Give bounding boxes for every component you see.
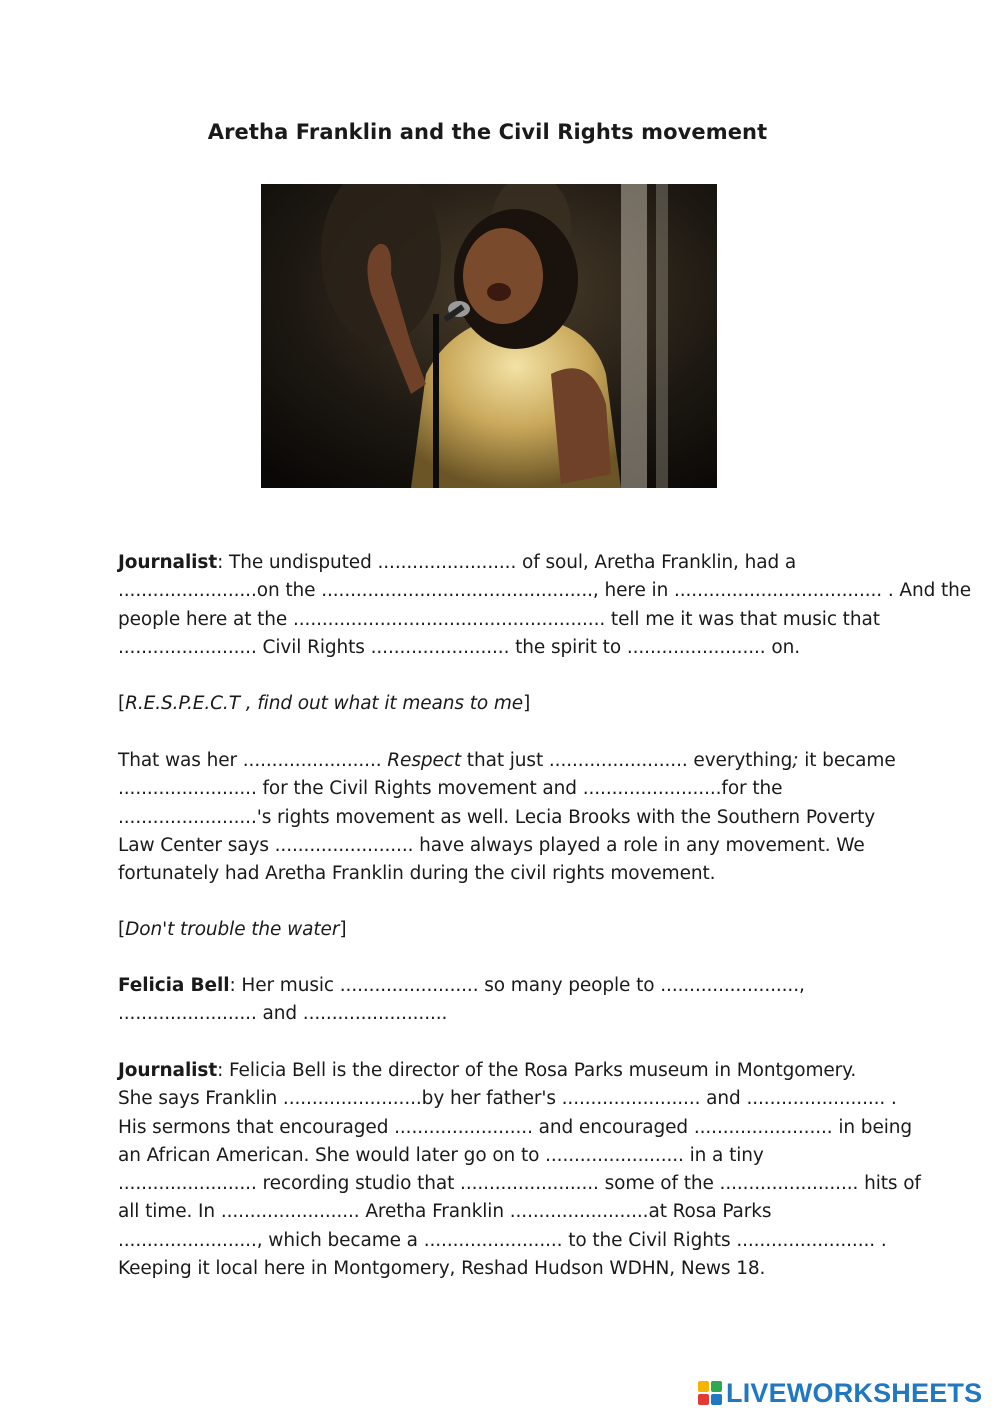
speaker-label: Journalist xyxy=(118,1060,218,1081)
lyric-respect: [R.E.S.P.E.C.T , find out what it means to me] xyxy=(118,693,531,714)
paragraph-journalist-closing: Journalist: Felicia Bell is the director of the Rosa Parks museum in Montgomery. She says Franklin ........................by her father's ........................ and ........................ . His sermons that encouraged ........................ and encouraged ........................ in being an African American. She would later go on to ........................ in a tiny ........................ recording studio that ........................ some of the ........................ hits of all time. In ........................ Aretha Franklin ........................at Rosa Parks ........................, which became a ........................ to the Civil Rights ........................ . Keeping it local here in Montgomery, Reshad Hudson WDHN, News 18. xyxy=(118,1060,921,1280)
paragraph-respect: That was her ........................ Respect that just ........................ everything; it became ........................ for the Civil Rights movement and ........................for the ........................'s rights movement as well. Lecia Brooks with the Southern Poverty Law Center says ........................ have always played a role in any movement. We fortunately had Aretha Franklin during the civil rights movement. xyxy=(118,750,896,885)
logo-mark-icon xyxy=(698,1381,722,1405)
logo-square-icon xyxy=(698,1381,709,1392)
page-title: Aretha Franklin and the Civil Rights movement xyxy=(207,120,768,144)
blank-field[interactable]: ........................ xyxy=(377,552,517,573)
logo-square-icon xyxy=(711,1381,722,1392)
logo-square-icon xyxy=(698,1394,709,1405)
speaker-label: Journalist xyxy=(118,552,218,573)
liveworksheets-logo xyxy=(698,1376,982,1410)
lyric-trouble-water: [Don't trouble the water] xyxy=(118,919,347,940)
paragraph-felicia-bell: Felicia Bell: Her music ........................ so many people to ........................, ........................ and ......................... xyxy=(118,975,805,1025)
paragraph-journalist-intro: Journalist: The undisputed ........................ of soul, Aretha Franklin, had a ........................on the ..............................................., here in .................................... . And the people here at the ...................................................... tell me it was that music that ........................ Civil Rights ........................ the spirit to ........................ on. xyxy=(118,552,972,658)
logo-text: LIVEWORKSHEETS xyxy=(726,1377,983,1408)
speaker-label: Felicia Bell xyxy=(118,975,230,996)
logo-square-icon xyxy=(711,1394,722,1405)
singer-photo xyxy=(261,184,717,488)
